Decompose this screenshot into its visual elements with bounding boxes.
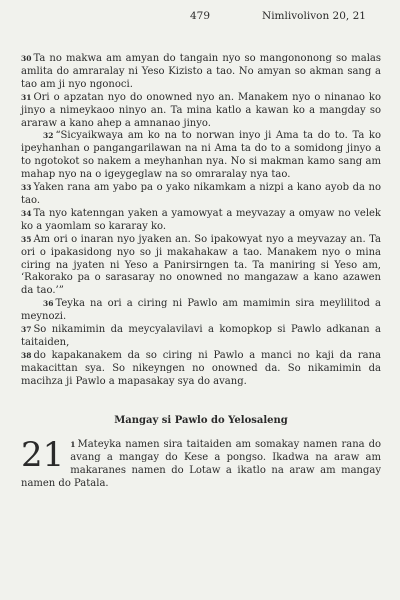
verse-number: 31 bbox=[21, 92, 32, 102]
verse-text: “Sicyaikwaya am ko na to norwan inyo ji Ama ta do to. Ta ko ipeyhanhan o pangangarilawan na ni Ama ta do to a somidong jinyo a to ngotokot so nakem a meyhanhan nya. No si makman kamo sang am mahap nyo na o igeygeglaw na so omraralay nya tao. bbox=[21, 130, 381, 181]
verse-number: 37 bbox=[21, 325, 32, 335]
verse-number: 34 bbox=[21, 208, 32, 218]
verse-33 bbox=[21, 182, 381, 208]
verse-text: Ta no makwa am amyan do tangain nyo so mangononong so malas amlita do amraralay ni Yeso Kizisto a tao. No amyan so akman sang a tao am ji nyo ngonoci. bbox=[21, 53, 381, 90]
verse-number: 1 bbox=[70, 440, 76, 450]
verse-1 bbox=[21, 435, 381, 491]
verse-35 bbox=[21, 234, 381, 299]
verse-number: 33 bbox=[21, 183, 32, 193]
verse-31 bbox=[21, 92, 381, 131]
verse-text: Am ori o inaran nyo jyaken an. So ipakowyat nyo a meyvazay an. Ta ori o ipakasidong nyo so ji makahakaw a tao. Manakem nyo o mina ciring na jyaten ni Yeso a Panirsirngen ta. Ta maniring si Yeso am, ‘Rakorako pa o sarasaray no onowned no mangazaw a kano azawen da tao.’” bbox=[21, 233, 381, 297]
page-number: 479 bbox=[190, 10, 211, 22]
verse-37 bbox=[21, 324, 381, 350]
verse-text: Teyka na ori a ciring ni Pawlo am mamimin sira meylilitod a meynozi. bbox=[21, 298, 381, 323]
verse-36 bbox=[21, 298, 381, 324]
chapter-21-block bbox=[21, 435, 381, 491]
verse-text: Ori o apzatan nyo do onowned nyo an. Manakem nyo o ninanao ko jinyo a nimeykaoo ninyo an. Ta mina katlo a kawan ko a mangday so araraw a kano ahep a amnanao jinyo. bbox=[21, 91, 381, 129]
section-heading: Mangay si Pawlo do Yelosaleng bbox=[114, 414, 288, 426]
verse-30 bbox=[21, 53, 381, 92]
verse-text: So nikamimin da meycyalavilavi a komopkop si Pawlo adkanan a taitaiden, bbox=[21, 324, 381, 348]
verse-number: 30 bbox=[21, 54, 32, 63]
text-body bbox=[21, 53, 381, 491]
verse-number: 32 bbox=[43, 131, 54, 141]
verse-text: do kapakanakem da so ciring ni Pawlo a manci no kaji da rana makacittan sya. So nikeyngen no onowned da. So nikamimin da macihza ji Pawlo a mapasakay sya do avang. bbox=[21, 349, 381, 387]
page-header bbox=[0, 8, 400, 28]
verse-number: 36 bbox=[43, 299, 54, 309]
running-head: Nimlivolivon 20, 21 bbox=[262, 10, 366, 22]
verse-32 bbox=[21, 130, 381, 182]
verse-text: Mateyka namen sira taitaiden am somakay namen rana do avang a mangay do Kese a pongso. Ikadwa na araw am makaranes namen do Lotaw a ikatlo na araw am mangay namen do Patala. bbox=[21, 439, 381, 490]
verse-number: 35 bbox=[21, 234, 32, 244]
chapter-number: 21 bbox=[21, 435, 65, 476]
verse-text: Yaken rana am yabo pa o yako nikamkam a nizpi a kano ayob da no tao. bbox=[21, 182, 381, 206]
verse-text: Ta nyo katenngan yaken a yamowyat a meyvazay a omyaw no velek ko a yaomlam so kararay ko. bbox=[21, 207, 381, 232]
verse-38 bbox=[21, 350, 381, 389]
verse-34 bbox=[21, 208, 381, 234]
verse-number: 38 bbox=[21, 350, 32, 360]
